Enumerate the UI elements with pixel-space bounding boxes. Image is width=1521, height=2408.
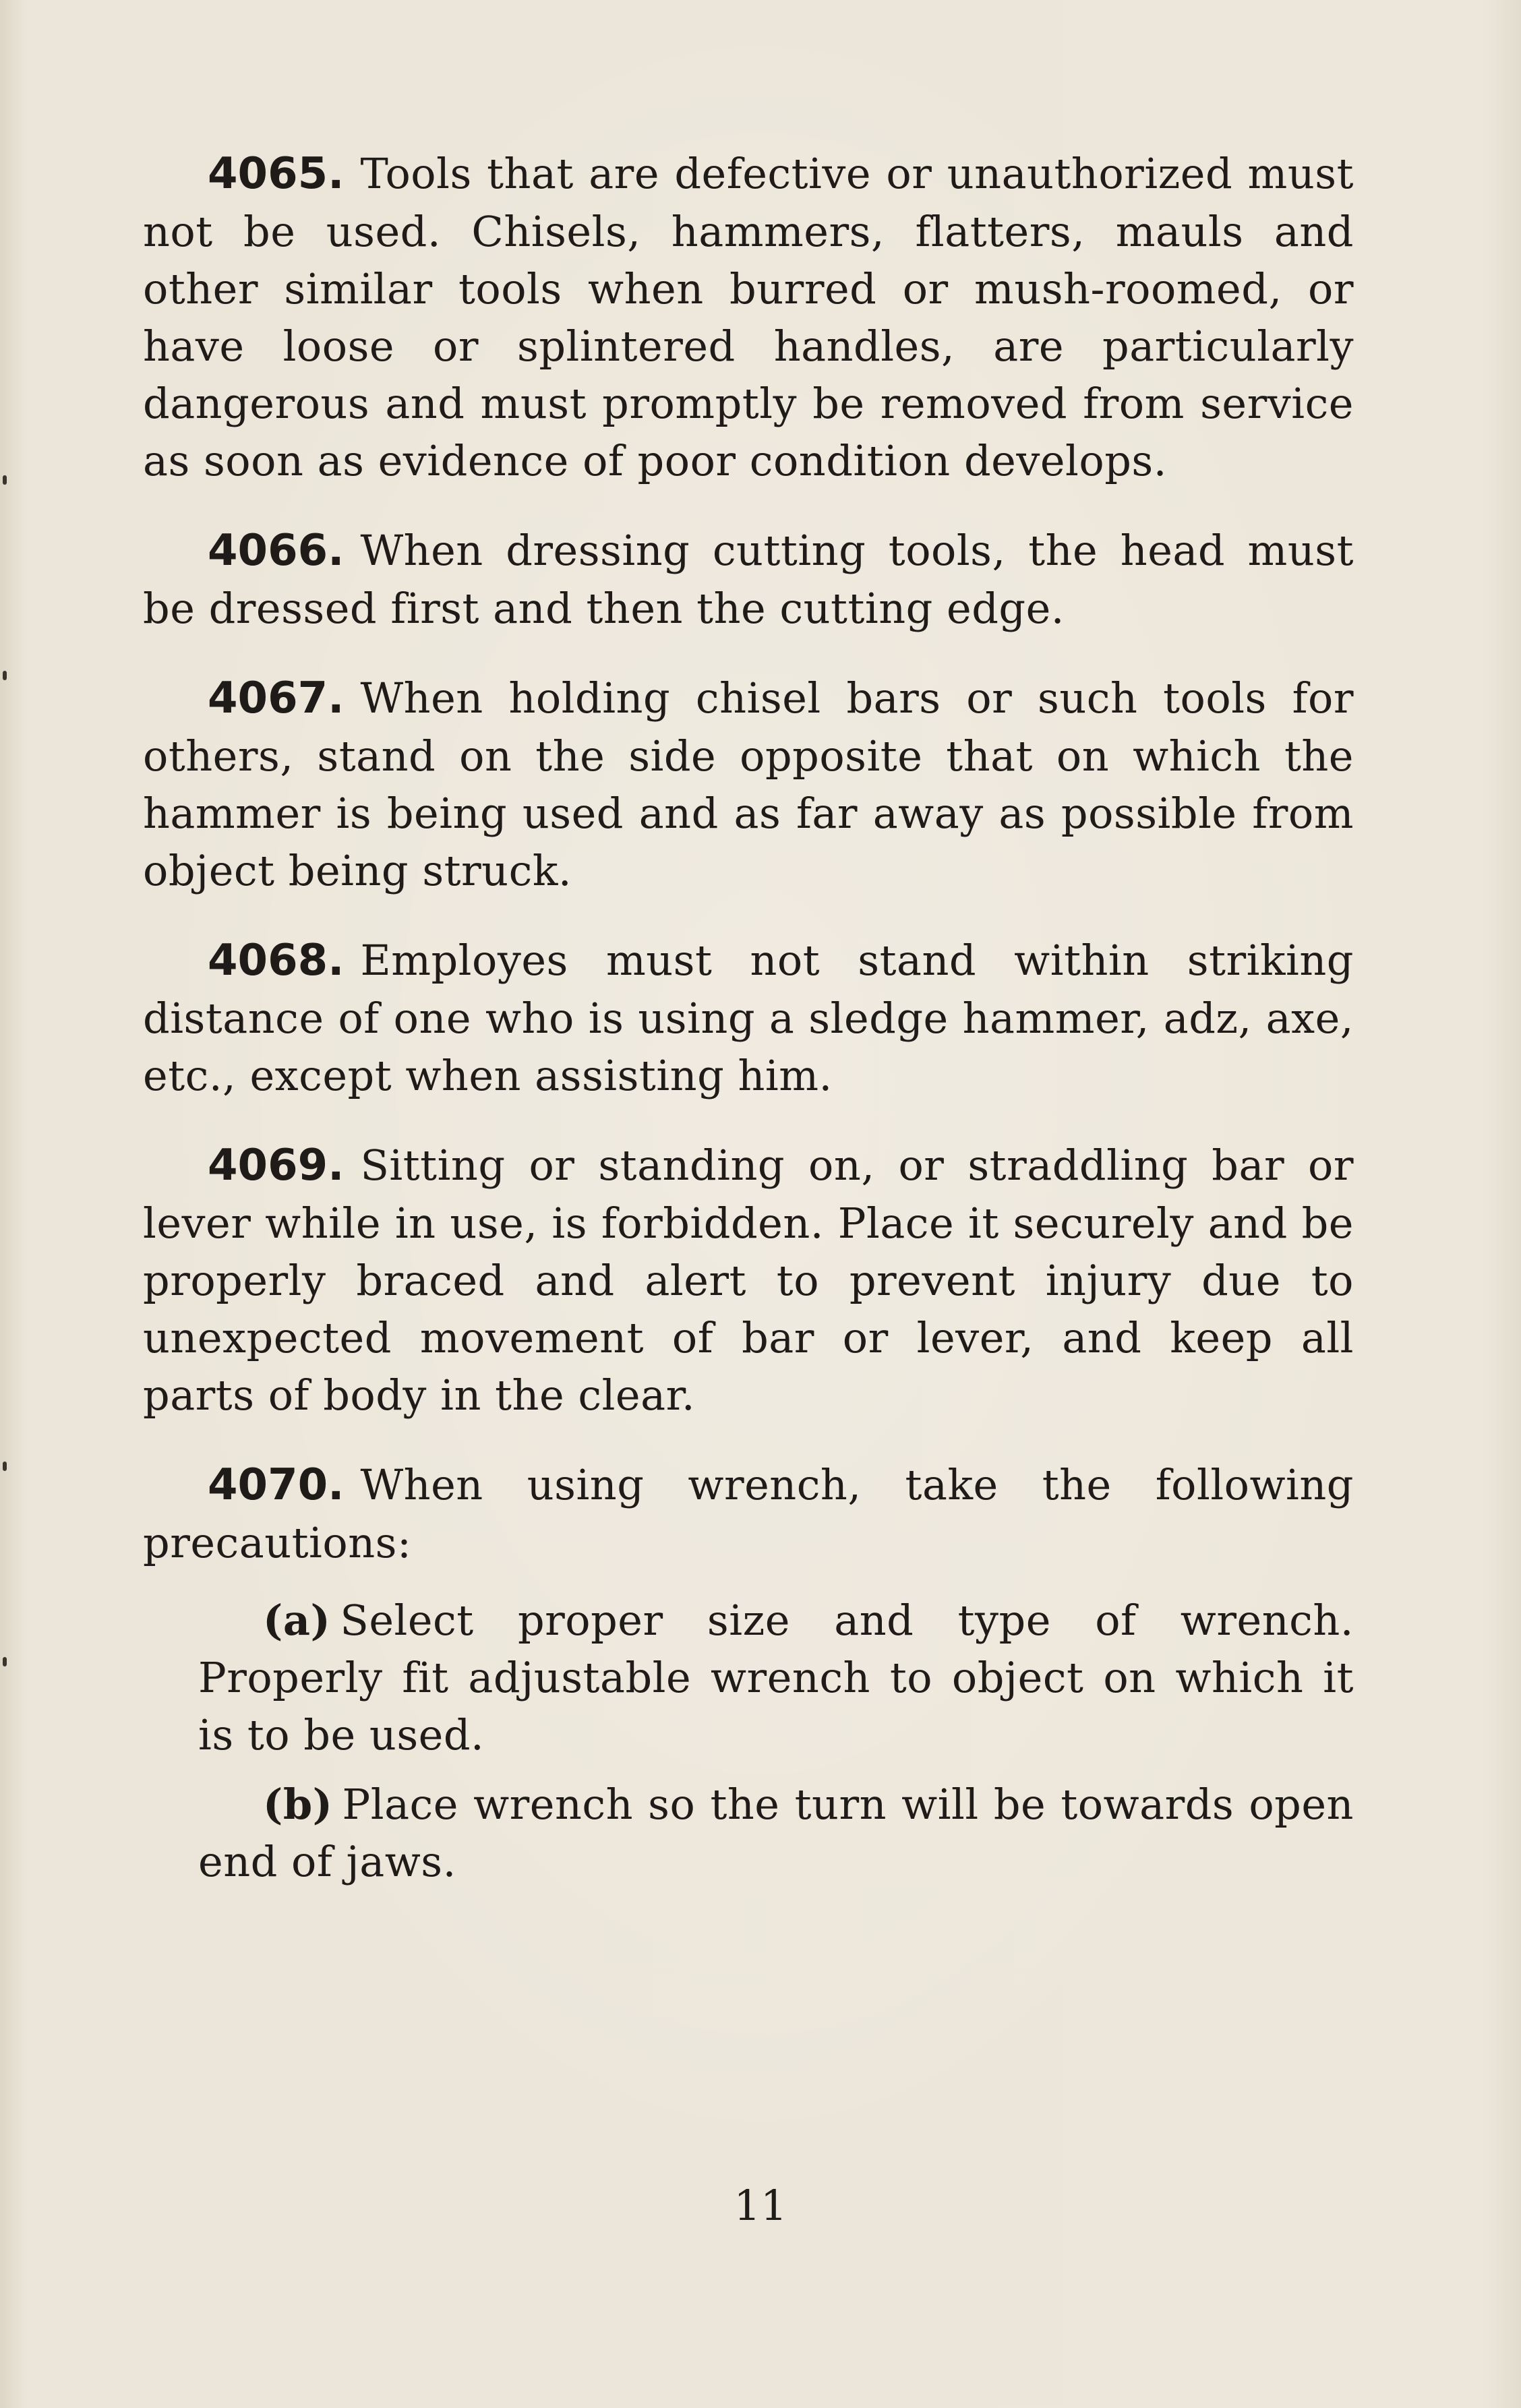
rule-4065 [143,145,1354,489]
rule-text: When holding chisel bars or such tools for others, stand on the side opposite that on which the hammer is being used and as far away as possible from object being struck. [143,673,1354,895]
rule-text: When dressing cutting tools, the head must be dressed first and then the cutting edge. [143,526,1354,633]
sub-rule-label: (b) [263,1780,333,1829]
sub-rule-text: Place wrench so the turn will be towards open end of jaws. [198,1780,1354,1886]
rule-number: 4070. [208,1460,345,1510]
sub-rule-a [198,1592,1354,1764]
sub-rule-b [198,1776,1354,1890]
sub-rule-text: Select proper size and type of wrench. Properly fit adjustable wrench to object on which it is to be used. [198,1596,1354,1759]
rule-number: 4066. [208,526,345,576]
edge-mark [3,1657,7,1666]
rule-number: 4068. [208,936,345,986]
rule-number: 4069. [208,1141,345,1191]
rule-text: When using wrench, take the following precautions: [143,1460,1354,1567]
edge-mark [3,475,7,485]
page-number: 11 [734,2181,787,2230]
edge-mark [3,1462,7,1471]
rule-text: Tools that are defective or unauthorized must not be used. Chisels, hammers, flatters, mauls and other similar tools when burred or mush-roomed, or have loose or splintered handles, are particularly dangerous and must promptly be removed from service as soon as evidence of poor condition develops. [143,149,1354,485]
sub-rule-label: (a) [263,1596,331,1645]
rule-4068 [143,932,1354,1104]
rule-number: 4065. [208,149,345,199]
rule-4070 [143,1456,1354,1571]
rule-text: Sitting or standing on, or straddling bar or lever while in use, is forbidden. Place it securely and be properly braced and alert to prevent injury due to unexpected movement of bar or lever, and keep all parts of body in the clear. [143,1141,1354,1420]
rule-4069 [143,1137,1354,1424]
rule-4066 [143,522,1354,637]
rule-text: Employes must not stand within striking distance of one who is using a sledge hammer, adz, axe, etc., except when assisting him. [143,936,1354,1100]
rule-number: 4067. [208,673,345,723]
edge-mark [3,671,7,680]
page-body [143,145,1354,1902]
rule-4067 [143,669,1354,899]
